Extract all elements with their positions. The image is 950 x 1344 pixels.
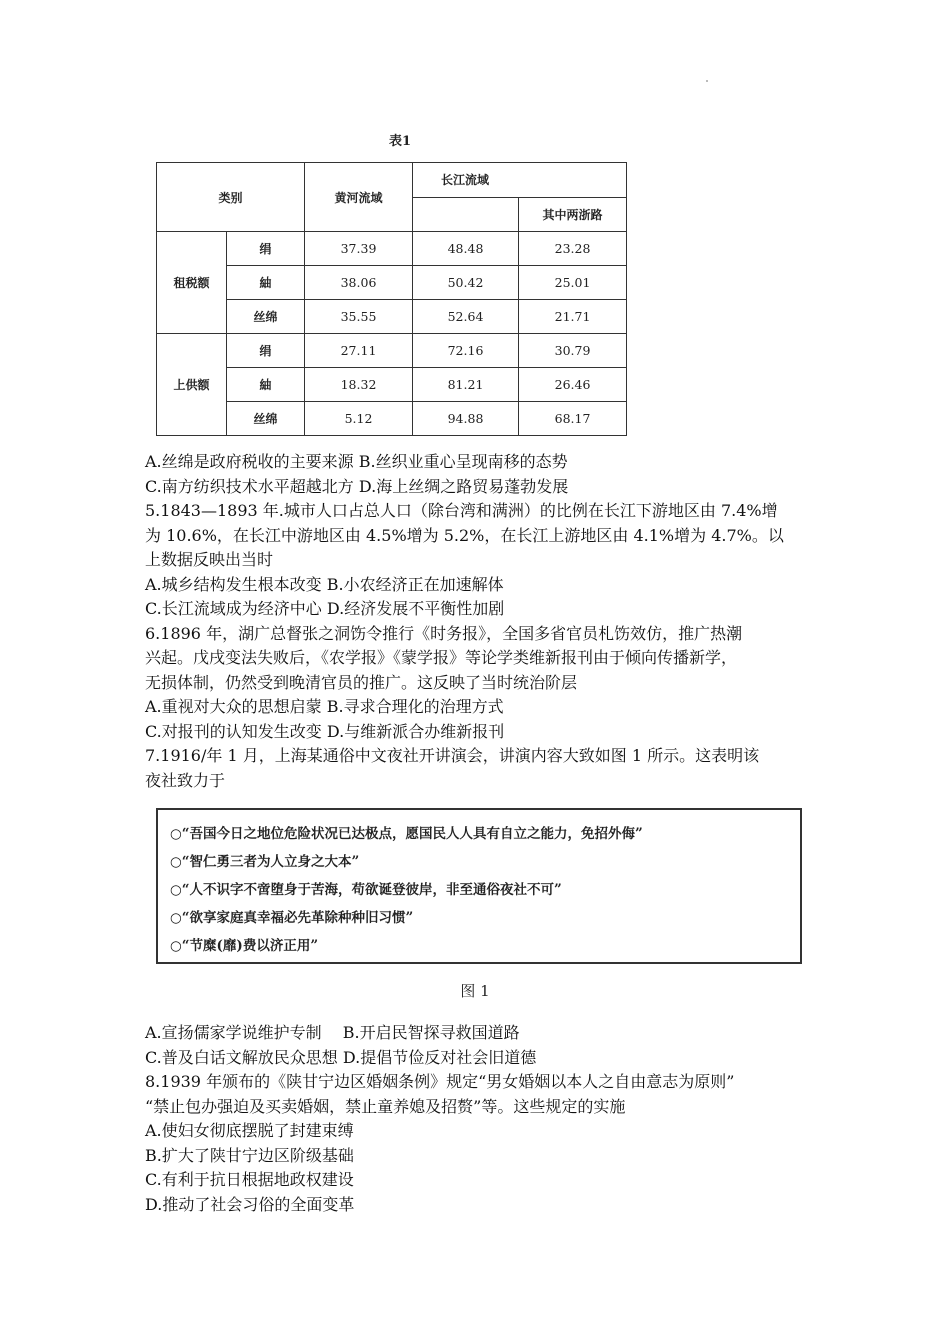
- text-line: C.对报刊的认知发生改变 D.与维新派合办维新报刊: [145, 721, 505, 741]
- figure-1-box: [156, 808, 802, 964]
- table-cell: 38.06: [305, 266, 413, 300]
- row-item: 丝绵: [227, 300, 305, 334]
- group-label-tax: 租税额: [157, 232, 227, 334]
- text-line: D.推动了社会习俗的全面变革: [145, 1194, 355, 1214]
- text-line: C.南方纺织技术水平超越北方 D.海上丝绸之路贸易蓬勃发展: [145, 476, 569, 496]
- figure-quote: ○“吾国今日之地位危险状况已达极点，愿国民人人具有自立之能力，免招外侮”: [170, 826, 643, 842]
- table-cell: 23.28: [519, 232, 627, 266]
- text-line: C.长江流域成为经济中心 D.经济发展不平衡性加剧: [145, 599, 505, 618]
- row-item: 紬: [227, 368, 305, 402]
- table-cell: 50.42: [413, 266, 519, 300]
- row-item: 紬: [227, 266, 305, 300]
- table-cell: 81.21: [413, 368, 519, 402]
- scan-speck: [706, 80, 708, 82]
- figure-quote: ○“人不识字不啻堕身于苦海，苟欲诞登彼岸，非至通俗夜社不可”: [170, 882, 562, 898]
- row-item: 绢: [227, 334, 305, 368]
- text-line: C.有利于抗日根据地政权建设: [145, 1170, 354, 1189]
- question-text-block-1: [145, 450, 835, 793]
- text-line: 上数据反映出当时: [145, 550, 274, 569]
- table-cell: 72.16: [413, 334, 519, 368]
- text-line: 无损体制，仍然受到晚清官员的推广。这反映了当时统治阶层: [145, 672, 578, 692]
- text-line: 5.1843—1893 年.城市人口占总人口（除台湾和满洲）的比例在长江下游地区由 7.4%增: [145, 501, 778, 520]
- table-cell: 94.88: [413, 402, 519, 436]
- figure-quote: ○“节糜(靡)费以济正用”: [170, 938, 319, 954]
- text-line: A.城乡结构发生根本改变 B.小农经济正在加速解体: [145, 574, 504, 594]
- table-cell: 35.55: [305, 300, 413, 334]
- text-line: A.丝绵是政府税收的主要来源 B.丝织业重心呈现南移的态势: [145, 452, 568, 471]
- text-line: 8.1939 年颁布的《陕甘宁边区婚姻条例》规定“男女婚姻以本人之自由意志为原则”: [145, 1072, 735, 1091]
- table-cell: 18.32: [305, 368, 413, 402]
- table-cell: 30.79: [519, 334, 627, 368]
- table-cell: 27.11: [305, 334, 413, 368]
- question-text-block-2: [145, 1021, 835, 1217]
- row-item: 丝绵: [227, 402, 305, 436]
- text-line: 兴起。戊戌变法失败后，《农学报》《蒙学报》等论学类维新报刊由于倾向传播新学，: [145, 648, 738, 667]
- figure-caption: 图 1: [460, 982, 490, 1000]
- table-cell: 26.46: [519, 368, 627, 402]
- text-line: B.扩大了陕甘宁边区阶级基础: [145, 1145, 354, 1165]
- table-cell: 48.48: [413, 232, 519, 266]
- category-header: 类别: [157, 163, 305, 232]
- col-header-yellow-river: 黄河流域: [305, 163, 413, 232]
- col-header-yangtze: 长江流域: [413, 163, 627, 198]
- table-cell: 68.17: [519, 402, 627, 436]
- text-line: 7.1916/年 1 月，上海某通俗中文夜社开讲演会，讲演内容大致如图 1 所示。这表明该: [145, 746, 760, 765]
- text-line: “禁止包办强迫及买卖婚姻，禁止童养媳及招赘”等。这些规定的实施: [145, 1096, 626, 1116]
- table-cell: 5.12: [305, 402, 413, 436]
- text-line: 为 10.6%，在长江中游地区由 4.5%增为 5.2%，在长江上游地区由 4.1%增为 4.7%。以: [145, 525, 784, 545]
- table-cell: 37.39: [305, 232, 413, 266]
- group-label-tribute: 上供额: [157, 334, 227, 436]
- table-cell: 21.71: [519, 300, 627, 334]
- text-line: 夜社致力于: [145, 770, 226, 790]
- row-item: 绢: [227, 232, 305, 266]
- table-caption: 表1: [388, 134, 412, 149]
- text-line: C.普及白话文解放民众思想 D.提倡节俭反对社会旧道德: [145, 1047, 537, 1067]
- table-cell: 52.64: [413, 300, 519, 334]
- silk-tax-table: [156, 162, 627, 436]
- table-cell: 25.01: [519, 266, 627, 300]
- text-line: A.重视对大众的思想启蒙 B.寻求合理化的治理方式: [145, 697, 504, 716]
- col-header-liangzhe: 其中两浙路: [519, 197, 627, 232]
- figure-quote: ○“欲享家庭真幸福必先革除种种旧习惯”: [170, 910, 414, 926]
- figure-quote: ○“智仁勇三者为人立身之大本”: [170, 854, 360, 870]
- text-line: A.使妇女彻底摆脱了封建束缚: [145, 1121, 354, 1140]
- text-line: 6.1896 年，湖广总督张之洞饬令推行《时务报》，全国多省官员札饬效仿，推广热潮: [145, 623, 743, 643]
- text-line: A.宣扬儒家学说维护专制 B.开启民智探寻救国道路: [145, 1023, 520, 1042]
